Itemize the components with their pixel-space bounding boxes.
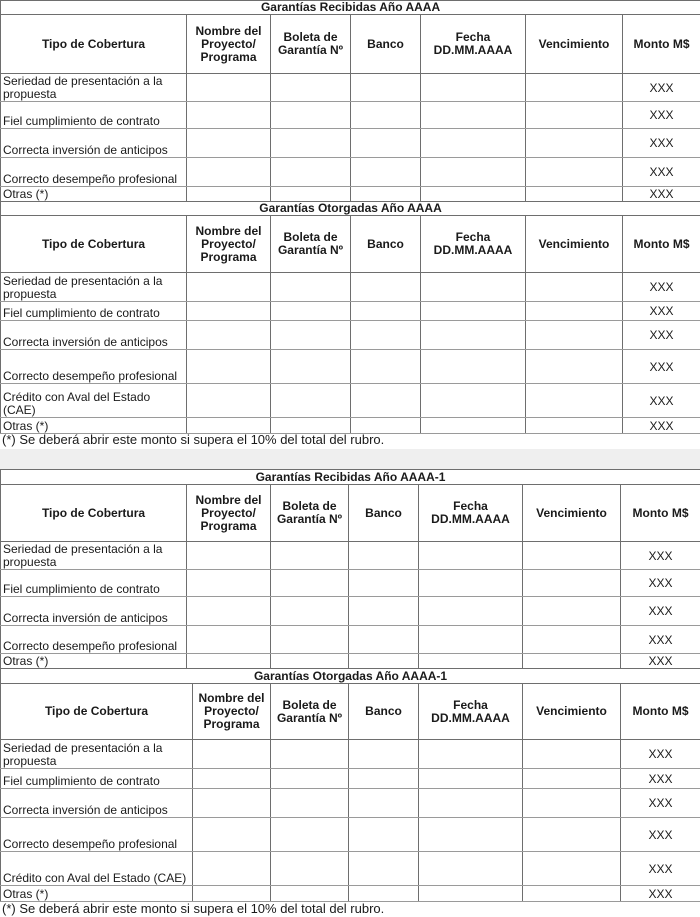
table-row [1,542,700,570]
col-header-banco: Banco [351,15,421,74]
cell-boleta[interactable] [271,384,351,418]
cell-monto: XXX [623,321,700,350]
col-header-fecha: Fecha DD.MM.AAAA [421,15,526,74]
cell-monto: XXX [621,542,700,570]
col-header-tipo: Tipo de Cobertura [1,216,187,273]
cell-tipo: Otras (*) [1,187,187,202]
cell-monto: XXX [623,384,700,418]
cell-fecha[interactable] [421,158,526,187]
header-row [1,485,700,542]
cell-tipo: Seriedad de presentación a la propuesta [1,74,187,102]
cell-vencimiento[interactable] [523,654,621,669]
cell-boleta[interactable] [271,570,349,597]
cell-monto: XXX [623,418,700,434]
col-header-tipo: Tipo de Cobertura [1,485,187,542]
cell-monto: XXX [623,102,700,129]
cell-monto: XXX [621,626,700,654]
cell-vencimiento[interactable] [526,321,623,350]
cell-monto: XXX [621,818,700,852]
cell-banco[interactable] [351,74,421,102]
cell-fecha[interactable] [419,789,523,818]
footnote: (*) Se deberá abrir este monto si supera el 10% del total del rubro. [2,432,385,447]
cell-vencimiento[interactable] [526,384,623,418]
table-row [1,187,700,202]
cell-boleta[interactable] [271,654,349,669]
cell-banco[interactable] [349,654,419,669]
col-header-nombre: Nombre del Proyecto/ Programa [187,216,271,273]
col-header-vencimiento: Vencimiento [526,216,623,273]
cell-vencimiento[interactable] [523,818,621,852]
col-header-boleta: Boleta de Garantía Nº [271,15,351,74]
cell-vencimiento[interactable] [526,302,623,321]
cell-monto: XXX [621,852,700,886]
cell-nombre[interactable] [187,158,271,187]
col-header-nombre: Nombre del Proyecto/ Programa [187,15,271,74]
cell-vencimiento[interactable] [523,886,621,902]
cell-monto: XXX [621,597,700,626]
cell-boleta[interactable] [271,886,349,902]
cell-banco[interactable] [351,273,421,302]
cell-boleta[interactable] [271,273,351,302]
cell-vencimiento[interactable] [526,74,623,102]
table-row [1,740,700,769]
cell-fecha[interactable] [421,129,526,158]
cell-vencimiento[interactable] [523,597,621,626]
cell-banco[interactable] [351,350,421,384]
cell-boleta[interactable] [271,74,351,102]
col-header-boleta: Boleta de Garantía Nº [271,485,349,542]
col-header-vencimiento: Vencimiento [523,485,621,542]
cell-banco[interactable] [351,129,421,158]
cell-banco[interactable] [349,626,419,654]
cell-nombre[interactable] [193,852,271,886]
cell-nombre[interactable] [187,350,271,384]
cell-tipo: Fiel cumplimiento de contrato [1,570,187,597]
cell-vencimiento[interactable] [526,350,623,384]
cell-monto: XXX [621,769,700,789]
cell-nombre[interactable] [187,321,271,350]
cell-banco[interactable] [351,102,421,129]
cell-nombre[interactable] [187,74,271,102]
cell-tipo: Crédito con Aval del Estado (CAE) [1,852,193,886]
cell-vencimiento[interactable] [526,418,623,434]
table-title: Garantías Otorgadas Año AAAA [1,202,700,216]
cell-vencimiento[interactable] [523,769,621,789]
cell-fecha[interactable] [421,187,526,202]
table-row [1,384,700,418]
table-garantias-otorgadas-aaaa [0,201,700,434]
table-row [1,74,700,102]
table-row [1,321,700,350]
cell-boleta[interactable] [271,789,349,818]
cell-vencimiento[interactable] [523,570,621,597]
cell-monto: XXX [623,273,700,302]
cell-vencimiento[interactable] [526,158,623,187]
cell-tipo: Correcta inversión de anticipos [1,597,187,626]
cell-banco[interactable] [349,886,419,902]
cell-nombre[interactable] [187,187,271,202]
section-separator [0,449,700,469]
col-header-fecha: Fecha DD.MM.AAAA [421,216,526,273]
table-row [1,350,700,384]
table-row [1,102,700,129]
header-row [1,216,700,273]
cell-banco[interactable] [349,740,419,769]
cell-boleta[interactable] [271,102,351,129]
cell-nombre[interactable] [193,886,271,902]
col-header-banco: Banco [349,485,419,542]
cell-banco[interactable] [351,187,421,202]
cell-monto: XXX [623,129,700,158]
cell-fecha[interactable] [421,418,526,434]
cell-banco[interactable] [349,570,419,597]
table-row [1,273,700,302]
group-year-aaaa-1 [0,469,700,902]
cell-banco[interactable] [351,384,421,418]
cell-tipo: Fiel cumplimiento de contrato [1,302,187,321]
cell-nombre[interactable] [187,102,271,129]
cell-fecha[interactable] [419,654,523,669]
cell-vencimiento[interactable] [523,740,621,769]
cell-banco[interactable] [349,597,419,626]
table-row [1,570,700,597]
cell-banco[interactable] [349,818,419,852]
cell-fecha[interactable] [419,852,523,886]
cell-vencimiento[interactable] [523,789,621,818]
cell-monto: XXX [621,886,700,902]
cell-vencimiento[interactable] [523,626,621,654]
col-header-nombre: Nombre del Proyecto/ Programa [187,485,271,542]
cell-nombre[interactable] [187,129,271,158]
table-garantias-otorgadas-aaaa-1 [0,668,700,902]
cell-fecha[interactable] [421,321,526,350]
cell-monto: XXX [623,302,700,321]
cell-boleta[interactable] [271,626,349,654]
cell-monto: XXX [623,158,700,187]
col-header-monto: Monto M$ [623,15,700,74]
col-header-vencimiento: Vencimiento [526,15,623,74]
col-header-nombre: Nombre del Proyecto/ Programa [193,684,271,740]
col-header-banco: Banco [349,684,419,740]
cell-boleta[interactable] [271,740,349,769]
cell-tipo: Otras (*) [1,418,187,434]
cell-boleta[interactable] [271,542,349,570]
cell-tipo: Correcto desempeño profesional [1,158,187,187]
table-row [1,818,700,852]
cell-banco[interactable] [351,158,421,187]
cell-boleta[interactable] [271,818,349,852]
cell-banco[interactable] [349,769,419,789]
cell-banco[interactable] [349,852,419,886]
table-row [1,769,700,789]
cell-fecha[interactable] [419,542,523,570]
cell-tipo: Correcto desempeño profesional [1,818,193,852]
cell-banco[interactable] [351,321,421,350]
cell-banco[interactable] [349,542,419,570]
cell-tipo: Fiel cumplimiento de contrato [1,102,187,129]
header-row [1,684,700,740]
table-row [1,789,700,818]
group-year-aaaa [0,0,700,434]
cell-tipo: Correcta inversión de anticipos [1,789,193,818]
cell-fecha[interactable] [419,818,523,852]
cell-banco[interactable] [349,789,419,818]
col-header-banco: Banco [351,216,421,273]
col-header-tipo: Tipo de Cobertura [1,15,187,74]
table-row [1,302,700,321]
cell-nombre[interactable] [187,273,271,302]
cell-nombre[interactable] [193,818,271,852]
table-row [1,129,700,158]
cell-fecha[interactable] [421,350,526,384]
cell-nombre[interactable] [193,769,271,789]
cell-vencimiento[interactable] [523,852,621,886]
cell-tipo: Seriedad de presentación a la propuesta [1,273,187,302]
cell-fecha[interactable] [419,886,523,902]
cell-boleta[interactable] [271,852,349,886]
footnote: (*) Se deberá abrir este monto si supera el 10% del total del rubro. [2,901,385,916]
cell-banco[interactable] [351,302,421,321]
col-header-boleta: Boleta de Garantía Nº [271,684,349,740]
cell-monto: XXX [621,654,700,669]
cell-nombre[interactable] [187,597,271,626]
cell-fecha[interactable] [419,597,523,626]
col-header-fecha: Fecha DD.MM.AAAA [419,684,523,740]
cell-tipo: Correcto desempeño profesional [1,350,187,384]
table-title: Garantías Otorgadas Año AAAA-1 [1,669,700,684]
col-header-boleta: Boleta de Garantía Nº [271,216,351,273]
cell-monto: XXX [621,740,700,769]
cell-tipo: Correcta inversión de anticipos [1,321,187,350]
cell-monto: XXX [621,570,700,597]
cell-boleta[interactable] [271,302,351,321]
table-row [1,626,700,654]
cell-boleta[interactable] [271,187,351,202]
cell-fecha[interactable] [419,740,523,769]
cell-fecha[interactable] [419,570,523,597]
cell-monto: XXX [621,789,700,818]
cell-vencimiento[interactable] [526,273,623,302]
cell-boleta[interactable] [271,769,349,789]
cell-nombre[interactable] [187,384,271,418]
cell-nombre[interactable] [187,654,271,669]
col-header-fecha: Fecha DD.MM.AAAA [419,485,523,542]
table-row [1,158,700,187]
cell-monto: XXX [623,74,700,102]
col-header-monto: Monto M$ [621,485,700,542]
col-header-vencimiento: Vencimiento [523,684,621,740]
cell-tipo: Crédito con Aval del Estado (CAE) [1,384,187,418]
table-row [1,852,700,886]
cell-vencimiento[interactable] [523,542,621,570]
table-garantias-recibidas-aaaa-1 [0,469,700,669]
cell-tipo: Correcta inversión de anticipos [1,129,187,158]
table-title: Garantías Recibidas Año AAAA [1,1,700,15]
cell-boleta[interactable] [271,321,351,350]
cell-monto: XXX [623,350,700,384]
cell-fecha[interactable] [421,384,526,418]
cell-fecha[interactable] [421,102,526,129]
table-row [1,597,700,626]
cell-fecha[interactable] [419,769,523,789]
cell-vencimiento[interactable] [526,129,623,158]
table-garantias-recibidas-aaaa [0,0,700,202]
cell-tipo: Seriedad de presentación a la propuesta [1,542,187,570]
col-header-tipo: Tipo de Cobertura [1,684,193,740]
col-header-monto: Monto M$ [623,216,700,273]
cell-vencimiento[interactable] [526,187,623,202]
cell-nombre[interactable] [187,302,271,321]
cell-boleta[interactable] [271,158,351,187]
cell-fecha[interactable] [421,74,526,102]
cell-tipo: Seriedad de presentación a la propuesta [1,740,193,769]
cell-tipo: Correcto desempeño profesional [1,626,187,654]
cell-tipo: Otras (*) [1,654,187,669]
cell-boleta[interactable] [271,350,351,384]
cell-boleta[interactable] [271,597,349,626]
cell-fecha[interactable] [421,273,526,302]
col-header-monto: Monto M$ [621,684,700,740]
cell-nombre[interactable] [187,626,271,654]
cell-nombre[interactable] [193,740,271,769]
header-row [1,15,700,74]
cell-boleta[interactable] [271,129,351,158]
table-row [1,654,700,669]
cell-nombre[interactable] [187,542,271,570]
table-row [1,886,700,902]
cell-nombre[interactable] [193,789,271,818]
cell-monto: XXX [623,187,700,202]
cell-nombre[interactable] [187,570,271,597]
cell-tipo: Fiel cumplimiento de contrato [1,769,193,789]
cell-fecha[interactable] [419,626,523,654]
table-title: Garantías Recibidas Año AAAA-1 [1,470,700,485]
cell-fecha[interactable] [421,302,526,321]
cell-vencimiento[interactable] [526,102,623,129]
cell-tipo: Otras (*) [1,886,193,902]
